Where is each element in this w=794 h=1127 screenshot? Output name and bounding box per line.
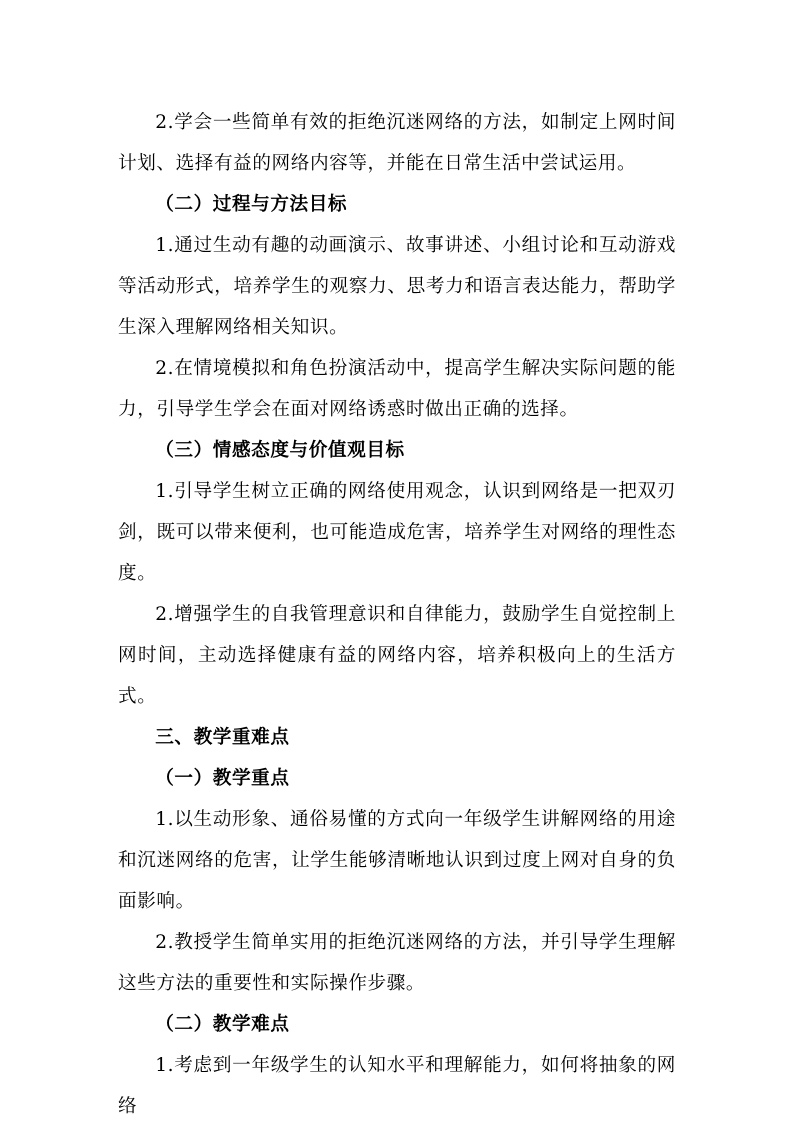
paragraph-difficult-1: 1.考虑到一年级学生的认知水平和理解能力，如何将抽象的网络 bbox=[118, 1055, 676, 1117]
heading-teaching-key-points: （一）教学重点 bbox=[155, 768, 290, 789]
document-body bbox=[118, 102, 676, 1127]
heading-teaching-difficulties: （二）教学难点 bbox=[155, 1014, 290, 1035]
heading-emotion-value-goals: （三）情感态度与价值观目标 bbox=[155, 440, 405, 461]
heading-process-method-goals: （二）过程与方法目标 bbox=[155, 194, 348, 215]
paragraph-emotion-1: 1.引导学生树立正确的网络使用观念，认识到网络是一把双刃剑，既可以带来便利，也可能造成危害，培养学生对网络的理性态度。 bbox=[118, 481, 676, 584]
heading-section-key-difficult: 三、教学重难点 bbox=[155, 727, 290, 748]
paragraph-key-1: 1.以生动形象、通俗易懂的方式向一年级学生讲解网络的用途和沉迷网络的危害，让学生能够清晰地认识到过度上网对自身的负面影响。 bbox=[118, 809, 676, 912]
paragraph-process-2: 2.在情境模拟和角色扮演活动中，提高学生解决实际问题的能力，引导学生学会在面对网络诱惑时做出正确的选择。 bbox=[118, 358, 676, 420]
paragraph-method-goal: 2.学会一些简单有效的拒绝沉迷网络的方法，如制定上网时间计划、选择有益的网络内容等，并能在日常生活中尝试运用。 bbox=[118, 112, 676, 174]
paragraph-emotion-2: 2.增强学生的自我管理意识和自律能力，鼓励学生自觉控制上网时间，主动选择健康有益的网络内容，培养积极向上的生活方式。 bbox=[118, 604, 676, 707]
paragraph-key-2: 2.教授学生简单实用的拒绝沉迷网络的方法，并引导学生理解这些方法的重要性和实际操作步骤。 bbox=[118, 932, 676, 994]
paragraph-process-1: 1.通过生动有趣的动画演示、故事讲述、小组讨论和互动游戏等活动形式，培养学生的观察力、思考力和语言表达能力，帮助学生深入理解网络相关知识。 bbox=[118, 235, 676, 338]
